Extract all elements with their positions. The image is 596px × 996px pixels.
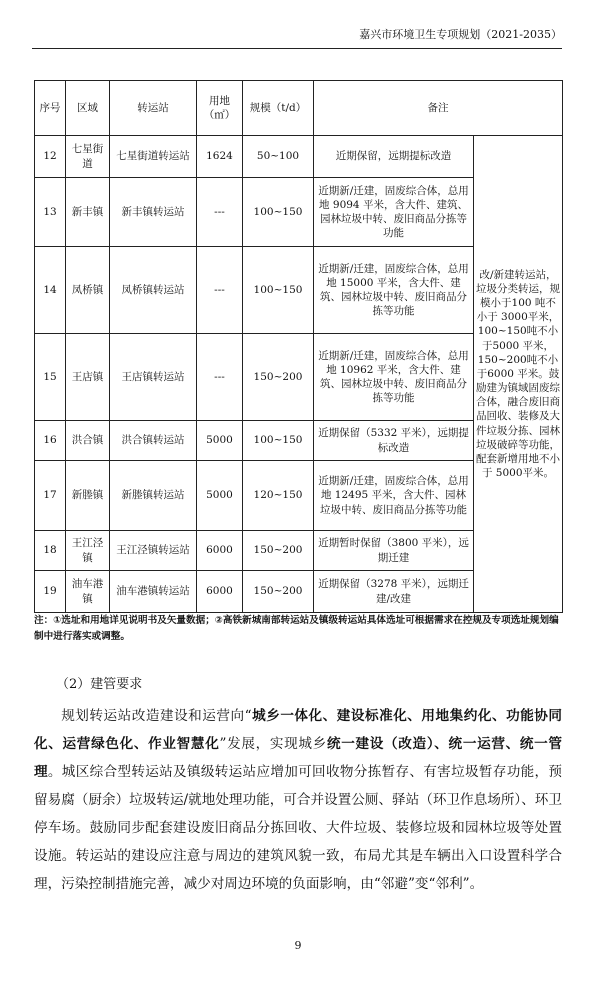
cell-seq: 18 xyxy=(35,531,66,571)
cell-scale: 100~150 xyxy=(243,247,314,334)
cell-area: 王江泾镇 xyxy=(66,531,110,571)
cell-note: 近期新/迁建，固废综合体，总用地 9094 平米，含大件、建筑、园林垃圾中转、废旧商品分拣等功能 xyxy=(314,178,474,247)
cell-land: --- xyxy=(197,178,243,247)
body-paragraph xyxy=(34,702,562,898)
cell-area: 油车港镇 xyxy=(66,571,110,613)
cell-station: 王江泾镇转运站 xyxy=(110,531,197,571)
table-footnote: 注：①选址和用地详见说明书及矢量数据；②高铁新城南部转运站及镇级转运站具体选址可根据需求在控规及专项选址规划编制中进行落实或调整。 xyxy=(34,615,559,642)
table-row xyxy=(35,136,563,178)
cell-seq: 12 xyxy=(35,136,66,178)
cell-seq: 17 xyxy=(35,461,66,531)
cell-area: 洪合镇 xyxy=(66,421,110,461)
cell-note: 近期新/迁建，固废综合体，总用地 12495 平米，含大件、园林垃圾中转、废旧商品分拣等功能 xyxy=(314,461,474,531)
cell-area: 凤桥镇 xyxy=(66,247,110,334)
cell-seq: 13 xyxy=(35,178,66,247)
header-land: 用地（㎡） xyxy=(197,81,243,136)
cell-area: 新丰镇 xyxy=(66,178,110,247)
cell-area: 七星街道 xyxy=(66,136,110,178)
cell-scale: 150~200 xyxy=(243,531,314,571)
cell-station: 洪合镇转运站 xyxy=(110,421,197,461)
cell-land: --- xyxy=(197,334,243,421)
cell-seq: 19 xyxy=(35,571,66,613)
page-number: 9 xyxy=(294,939,302,952)
cell-land: 5000 xyxy=(197,421,243,461)
header-area: 区域 xyxy=(66,81,110,136)
paragraph-bold-text: 统一建设（改造）、统一运营、统一管理 xyxy=(34,736,563,780)
paragraph-text: ”发展，实现城乡 xyxy=(219,736,327,752)
cell-scale: 100~150 xyxy=(243,421,314,461)
paragraph-bold-text: 城乡一体化、建设标准化、用地集约化、功能协同化、运营绿色化、作业智慧化 xyxy=(34,708,563,752)
cell-station: 七星街道转运站 xyxy=(110,136,197,178)
header-seq: 序号 xyxy=(35,81,66,136)
merged-remarks-cell: 改/新建转运站，垃圾分类转运，规模小于100 吨不小于 3000平米，100~150吨不小于5000 平米，150~200吨不小于6000 平米。鼓励建为镇域固废综合体，融合废旧商品回收、装修及大件垃圾分拣、园林垃圾破碎等功能，配套新增用地不小于 5000平米。 xyxy=(474,136,563,613)
paragraph-text: 。城区综合型转运站及镇级转运站应增加可回收物分拣暂存、有害垃圾暂存功能，预留易腐（厨余）垃圾转运/就地处理功能，可合并设置公厕、驿站（环卫作息场所）、环卫停车场。鼓励同步配套建设废旧商品分拣回收、大件垃圾、装修垃圾和园林垃圾等处置设施。转运站的建设应注意与周边的建筑风貌一致，布局尤其是车辆出入口设置科学合理，污染控制措施完善，减少对周边环境的负面影响，由“邻避”变“邻利”。 xyxy=(34,764,563,892)
cell-note: 近期保留，远期提标改造 xyxy=(314,136,474,178)
transfer-station-table xyxy=(34,80,563,613)
cell-seq: 14 xyxy=(35,247,66,334)
cell-scale: 150~200 xyxy=(243,334,314,421)
header-remarks: 备注 xyxy=(314,81,563,136)
cell-land: 1624 xyxy=(197,136,243,178)
section-title: （2）建管要求 xyxy=(56,677,143,692)
cell-seq: 16 xyxy=(35,421,66,461)
cell-area: 新塍镇 xyxy=(66,461,110,531)
table-header-row xyxy=(35,81,563,136)
cell-station: 油车港镇转运站 xyxy=(110,571,197,613)
cell-station: 凤桥镇转运站 xyxy=(110,247,197,334)
cell-scale: 120~150 xyxy=(243,461,314,531)
cell-scale: 150~200 xyxy=(243,571,314,613)
cell-station: 新丰镇转运站 xyxy=(110,178,197,247)
cell-land: 5000 xyxy=(197,461,243,531)
header-scale: 规模（t/d） xyxy=(243,81,314,136)
paragraph-text: 规划转运站改造建设和运营向“ xyxy=(61,708,252,724)
cell-note: 近期保留（3278 平米），远期迁建/改建 xyxy=(314,571,474,613)
header-station: 转运站 xyxy=(110,81,197,136)
cell-note: 近期暂时保留（3800 平米），远期迁建 xyxy=(314,531,474,571)
cell-station: 新塍镇转运站 xyxy=(110,461,197,531)
cell-note: 近期保留（5332 平米），远期提标改造 xyxy=(314,421,474,461)
cell-seq: 15 xyxy=(35,334,66,421)
cell-area: 王店镇 xyxy=(66,334,110,421)
cell-note: 近期新/迁建，固废综合体，总用地 10962 平米，含大件、建筑、园林垃圾中转、废旧商品分拣等功能 xyxy=(314,334,474,421)
cell-scale: 100~150 xyxy=(243,178,314,247)
cell-scale: 50~100 xyxy=(243,136,314,178)
cell-land: --- xyxy=(197,247,243,334)
cell-land: 6000 xyxy=(197,531,243,571)
cell-station: 王店镇转运站 xyxy=(110,334,197,421)
cell-note: 近期新/迁建，固废综合体，总用地 15000 平米，含大件、建筑、园林垃圾中转、废旧商品分拣等功能 xyxy=(314,247,474,334)
document-header: 嘉兴市环境卫生专项规划（2021-2035） xyxy=(32,26,562,49)
cell-land: 6000 xyxy=(197,571,243,613)
